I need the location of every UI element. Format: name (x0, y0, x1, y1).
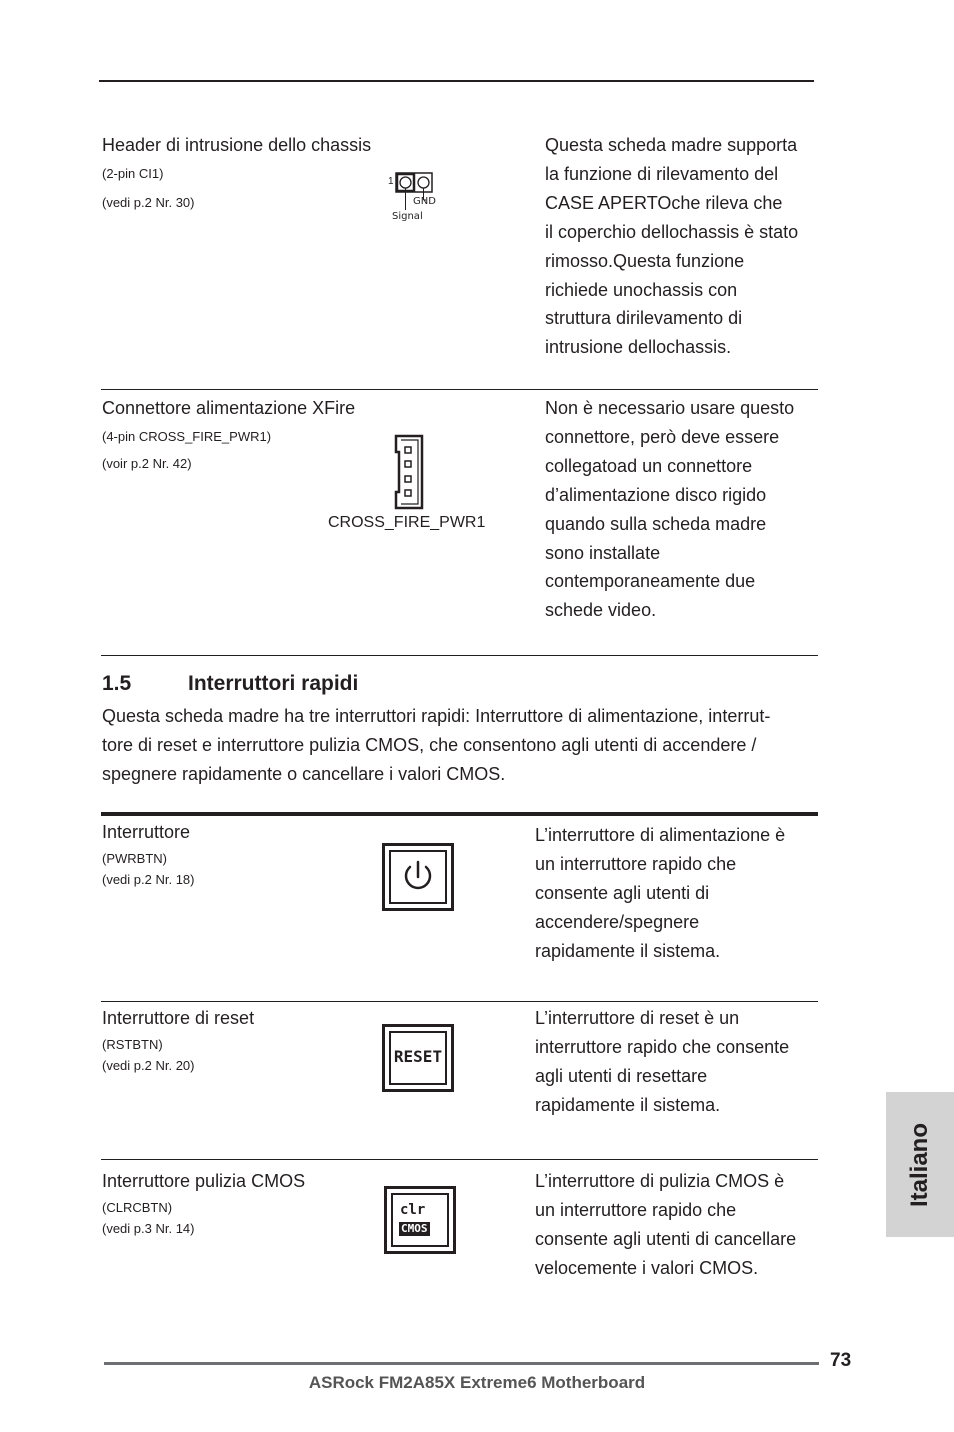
section-body (102, 702, 832, 789)
language-tab-label: Italiano (906, 1122, 933, 1207)
desc-line: la funzione di rilevamento del (545, 163, 779, 184)
reset-switch-description (535, 1004, 835, 1120)
desc-line: consente agli utenti di cancellare (535, 1228, 797, 1249)
reset-switch-pins: (RSTBTN) (102, 1037, 163, 1052)
reset-switch-ref: (vedi p.2 Nr. 20) (102, 1058, 195, 1073)
desc-line: rimosso.Questa funzione (545, 250, 745, 271)
clear-cmos-icon-text-bottom: CMOS (401, 1222, 428, 1235)
reset-icon-text: RESET (393, 1047, 443, 1066)
desc-line: il coperchio dellochassis è stato (545, 221, 799, 242)
desc-line: L’interruttore di pulizia CMOS è (535, 1171, 785, 1191)
footer-rule (104, 1362, 819, 1365)
divider (101, 655, 818, 656)
desc-line: CASE APERTOche rileva che (545, 192, 783, 213)
power-switch-title: Interruttore (102, 822, 191, 842)
reset-switch-title: Interruttore di reset (102, 1008, 255, 1028)
desc-line: connettore, però deve essere (545, 426, 780, 447)
chassis-pin1-label: 1 (388, 176, 394, 187)
desc-line: accendere/spegnere (535, 911, 700, 932)
xfire-connector-diagram (394, 434, 424, 510)
desc-line: collegatoad un connettore (545, 455, 753, 476)
desc-line: L’interruttore di alimentazione è (535, 825, 786, 845)
divider (101, 389, 818, 390)
section-title: Interruttori rapidi (188, 672, 359, 695)
desc-line: d’alimentazione disco rigido (545, 484, 767, 505)
desc-line: interruttore rapido che consente (535, 1036, 790, 1057)
divider (101, 1159, 818, 1160)
power-icon (385, 846, 451, 908)
xfire-connector-icon (394, 434, 424, 510)
language-tab (886, 1092, 954, 1237)
desc-line: L’interruttore di reset è un (535, 1008, 740, 1028)
desc-line: richiede unochassis con (545, 279, 738, 300)
desc-line: un interruttore rapido che (535, 1199, 737, 1220)
desc-line: struttura dirilevamento di (545, 308, 743, 329)
chassis-gnd-label: GND (413, 196, 436, 207)
desc-line: consente agli utenti di (535, 882, 710, 903)
chassis-header-ref: (vedi p.2 Nr. 30) (102, 195, 195, 210)
xfire-connector-ref: (voir p.2 Nr. 42) (102, 456, 192, 471)
clear-cmos-icon-text-top: clr (400, 1202, 426, 1218)
desc-line: agli utenti di resettare (535, 1065, 708, 1086)
desc-line: contemporaneamente due (545, 571, 756, 592)
clear-cmos-button-icon (384, 1186, 456, 1254)
page-number: 73 (830, 1350, 852, 1371)
power-switch-ref: (vedi p.2 Nr. 18) (102, 872, 195, 887)
desc-line: intrusione dellochassis. (545, 337, 732, 358)
xfire-connector-pins: (4-pin CROSS_FIRE_PWR1) (102, 429, 272, 444)
thick-divider (101, 812, 818, 816)
cmos-switch-title: Interruttore pulizia CMOS (102, 1171, 306, 1191)
desc-line: sono installate (545, 542, 661, 563)
footer-text: ASRock FM2A85X Extreme6 Motherboard (308, 1373, 646, 1392)
desc-line: Non è necessario usare questo (545, 398, 795, 418)
xfire-connector-title: Connettore alimentazione XFire (102, 398, 356, 418)
power-switch-description (535, 821, 835, 966)
chassis-header-description (545, 131, 835, 362)
desc-line: un interruttore rapido che (535, 853, 737, 874)
divider (101, 1001, 818, 1002)
cmos-switch-description (535, 1167, 835, 1283)
power-switch-pins: (PWRBTN) (102, 851, 167, 866)
desc-line: schede video. (545, 600, 657, 621)
section-number: 1.5 (102, 672, 132, 695)
body-line: Questa scheda madre ha tre interruttori rapidi: Interruttore di alimentazione, interrut- (102, 706, 771, 726)
top-rule (99, 80, 814, 82)
chassis-header-pins: (2-pin CI1) (102, 166, 164, 181)
desc-line: rapidamente il sistema. (535, 940, 721, 961)
xfire-connector-caption: CROSS_FIRE_PWR1 (328, 514, 486, 531)
desc-line: quando sulla scheda madre (545, 513, 767, 534)
reset-button-icon (382, 1024, 454, 1092)
cmos-switch-ref: (vedi p.3 Nr. 14) (102, 1221, 195, 1236)
power-button-icon (382, 843, 454, 911)
desc-line: rapidamente il sistema. (535, 1094, 721, 1115)
chassis-signal-label: Signal (392, 211, 423, 222)
xfire-connector-description (545, 394, 835, 625)
body-line: spegnere rapidamente o cancellare i valori CMOS. (102, 764, 506, 784)
chassis-header-title: Header di intrusione dello chassis (102, 135, 372, 155)
body-line: tore di reset e interruttore pulizia CMOS, che consentono agli utenti di accendere / (102, 735, 757, 755)
desc-line: velocemente i valori CMOS. (535, 1257, 759, 1278)
cmos-switch-pins: (CLRCBTN) (102, 1200, 173, 1215)
desc-line: Questa scheda madre supporta (545, 135, 798, 155)
